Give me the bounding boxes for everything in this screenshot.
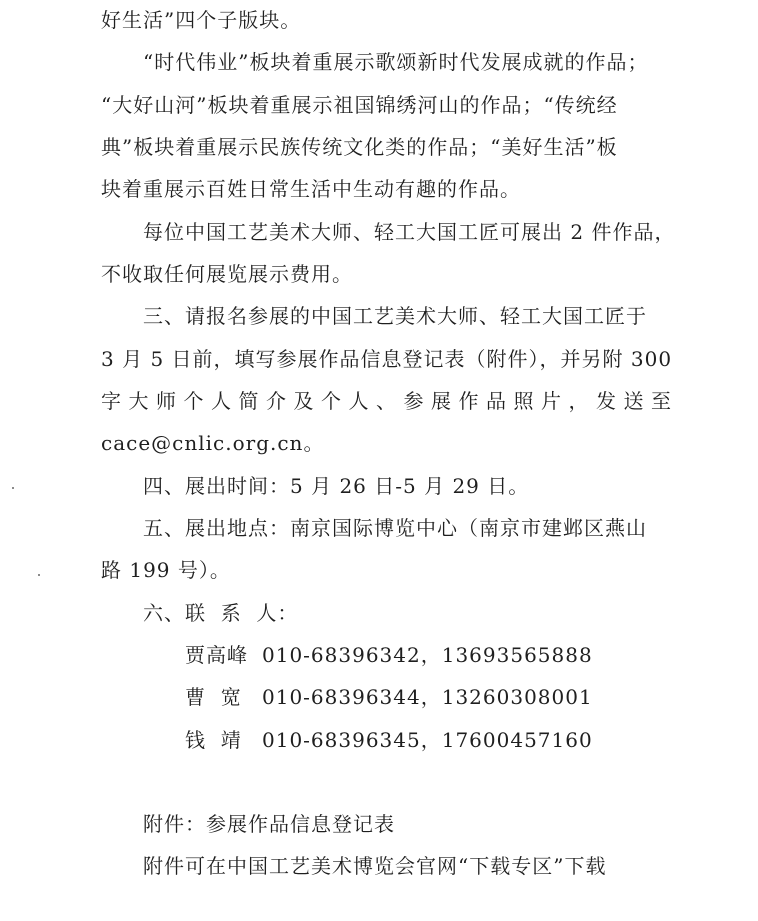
paragraph-line: 每位中国工艺美术大师、轻工大国工匠可展出 2 件作品， (143, 220, 676, 244)
exhibition-venue-line: 五、展出地点：南京国际博览中心（南京市建邺区燕山 (143, 516, 647, 540)
contact-phones: 010-68396344，13260308001 (262, 685, 593, 709)
exhibition-venue-line: 路 199 号）。 (101, 558, 231, 582)
paragraph-line: 不收取任何展览展示费用。 (101, 262, 353, 286)
section-three-line: 三、请报名参展的中国工艺美术大师、轻工大国工匠于 (143, 304, 647, 328)
scan-speck (38, 574, 40, 576)
contacts-heading: 六、联 系 人： (143, 601, 299, 625)
contact-name: 曹 宽 (185, 685, 242, 709)
email-address: cace@cnlic.org.cn。 (101, 431, 325, 455)
paragraph-line: 典”板块着重展示民族传统文化类的作品；“美好生活”板 (101, 135, 618, 159)
section-three-line: 字大师个人简介及个人、参展作品照片，发送至 (101, 389, 679, 413)
scan-speck (12, 487, 14, 489)
attachment-note: 附件可在中国工艺美术博览会官网“下载专区”下载 (143, 854, 607, 878)
contact-phones: 010-68396342，13693565888 (262, 643, 593, 667)
attachment-label: 附件：参展作品信息登记表 (143, 812, 395, 836)
contact-name: 贾高峰 (185, 643, 248, 667)
contact-name: 钱 靖 (185, 728, 242, 752)
exhibition-time: 四、展出时间：5 月 26 日-5 月 29 日。 (143, 474, 530, 498)
paragraph-line: 块着重展示百姓日常生活中生动有趣的作品。 (101, 177, 521, 201)
paragraph-line: 好生活”四个子版块。 (101, 8, 302, 32)
section-three-line: 3 月 5 日前，填写参展作品信息登记表（附件），并另附 300 (101, 347, 673, 371)
paragraph-line: “大好山河”板块着重展示祖国锦绣河山的作品；“传统经 (101, 93, 618, 117)
paragraph-line: “时代伟业”板块着重展示歌颂新时代发展成就的作品； (143, 50, 649, 74)
contact-phones: 010-68396345，17600457160 (262, 728, 593, 752)
